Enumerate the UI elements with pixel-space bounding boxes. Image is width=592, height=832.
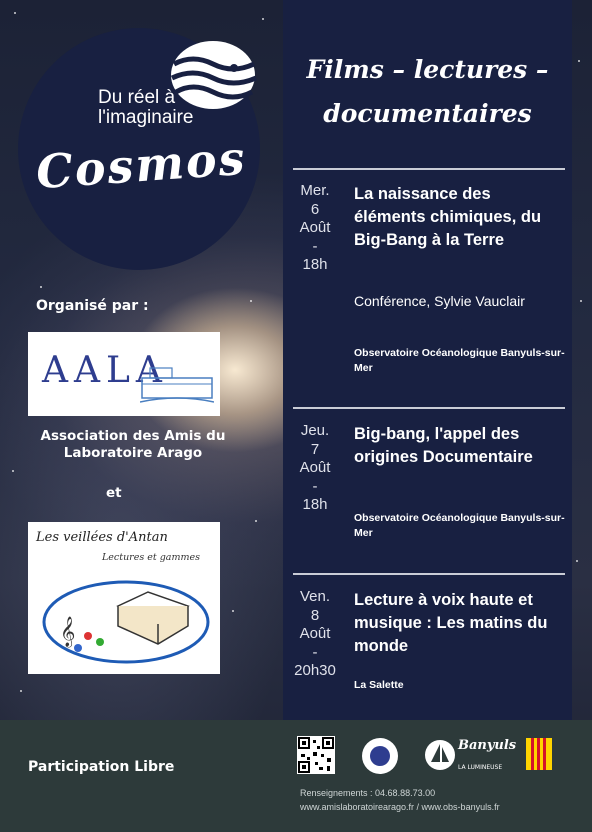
building-icon — [140, 364, 214, 404]
event-1-place: Observatoire Océanologique Banyuls-sur-Mer — [354, 347, 565, 374]
logo-word: Cosmos — [34, 130, 249, 200]
banyuls-logo-sub: LA LUMINEUSE — [458, 764, 503, 771]
event-1-date: Mer. 6 Août - 18h — [299, 182, 331, 273]
phone-text: Renseignements : 04.68.88.73.00 — [300, 788, 436, 798]
event-2-date: Jeu. 7 Août - 18h — [299, 422, 331, 513]
aala-name: Association des Amis du Laboratoire Arago — [40, 428, 226, 461]
sailboat-icon — [424, 738, 456, 772]
banyuls-logo: Banyuls — [458, 738, 517, 753]
separator — [293, 168, 565, 170]
event-3-place: La Salette — [354, 679, 404, 691]
event-2-place: Observatoire Océanologique Banyuls-sur-Mer — [354, 512, 565, 539]
aala-logo-text: AALA — [42, 350, 168, 391]
book-music-icon — [38, 566, 214, 670]
logo-tagline: Du réel à l'imaginaire — [98, 87, 194, 128]
veillees-logo — [28, 522, 220, 674]
event-1-detail: Conférence, Sylvie Vauclair — [354, 293, 525, 309]
qr-code-icon[interactable] — [297, 736, 335, 774]
veillees-title: Les veillées d'Antan — [36, 530, 168, 545]
contact-info — [300, 786, 500, 814]
aala-logo — [28, 332, 220, 416]
region-flag-icon — [526, 738, 552, 770]
participation-label: Participation Libre — [28, 759, 175, 775]
event-3-date: Ven. 8 Août - 20h30 — [294, 588, 336, 679]
and-label: et — [106, 485, 122, 501]
organizer-label: Organisé par : — [36, 298, 149, 314]
event-1-title: La naissance des éléments chimiques, du Big-Bang à la Terre — [354, 185, 542, 249]
separator — [293, 407, 565, 409]
event-2-title: Big-bang, l'appel des origines Documentaire — [354, 425, 533, 466]
association-badge-icon — [362, 738, 398, 774]
separator — [293, 573, 565, 575]
event-3-title: Lecture à voix haute et musique : Les matins du monde — [354, 591, 548, 655]
veillees-subtitle: Lectures et gammes — [102, 552, 200, 563]
svg-text:𝄞: 𝄞 — [60, 617, 76, 647]
website-links[interactable]: www.amislaboratoirearago.fr / www.obs-banyuls.fr — [300, 802, 500, 812]
headline: Films – lectures – documentaires — [306, 55, 549, 128]
footer — [0, 720, 592, 832]
